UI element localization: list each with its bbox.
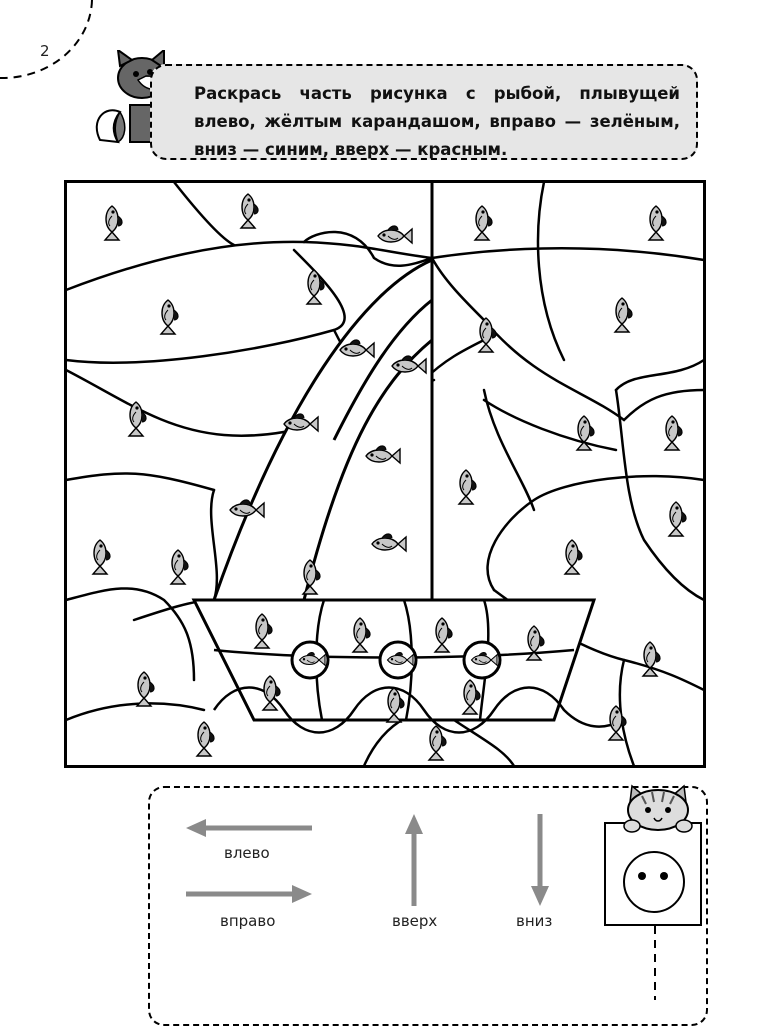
cat-card: [604, 822, 702, 926]
arrow-down-icon: [528, 812, 552, 908]
face-icon: [606, 824, 700, 924]
page-number: 2: [40, 42, 50, 60]
arrow-right-icon: [184, 882, 314, 906]
label-left: влево: [224, 844, 270, 862]
task-box: [150, 64, 698, 160]
arrow-up-icon: [402, 812, 426, 908]
arrow-left-icon: [184, 816, 314, 840]
label-up: вверх: [392, 912, 438, 930]
coloring-picture: [64, 180, 706, 768]
task-instruction: Раскрась часть рисунка с рыбой, плывущей влево, жёлтым карандашом, вправо — зелёным, вниз — синим, вверх — красным.: [194, 84, 680, 159]
cat-tail-dashes: [653, 926, 657, 1000]
cat-icon: [620, 784, 700, 834]
label-down: вниз: [516, 912, 553, 930]
label-right: вправо: [220, 912, 276, 930]
